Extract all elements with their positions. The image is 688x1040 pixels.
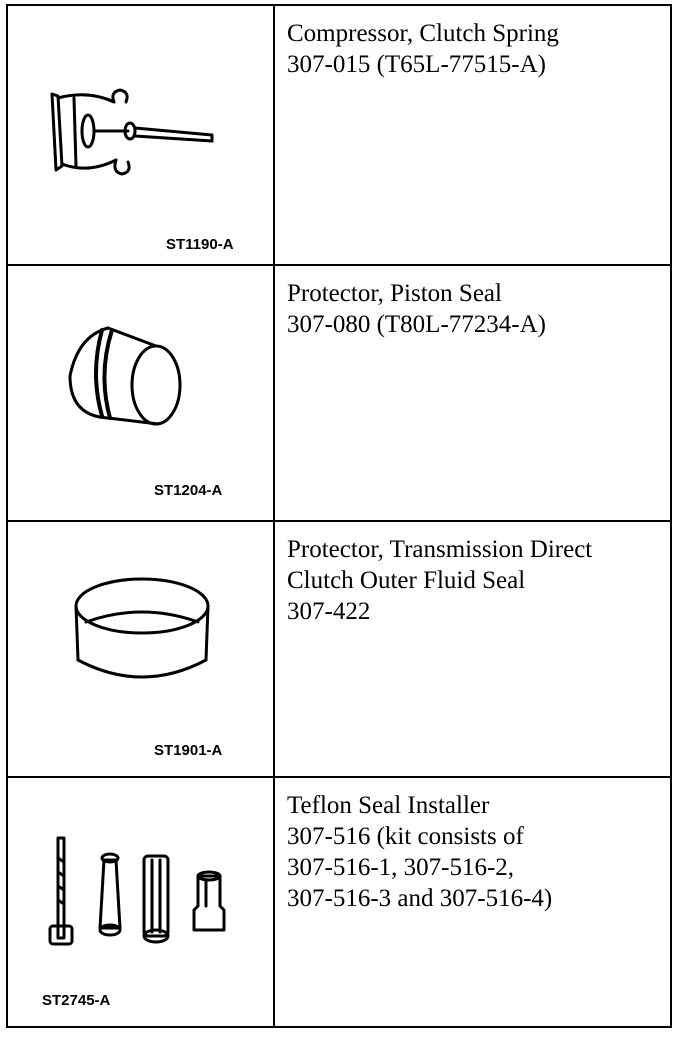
tool-name: Teflon Seal Installer [287, 792, 490, 819]
tool-illustration-cell [8, 522, 275, 776]
tool-name: Compressor, Clutch Spring [287, 20, 559, 47]
tool-kit-contents: 307-516-3 and 307-516-4) [287, 885, 553, 912]
tool-description-cell [275, 522, 670, 776]
tool-name-continued: Clutch Outer Fluid Seal [287, 567, 526, 594]
illustration-code: ST1190-A [166, 236, 234, 253]
illustration-code: ST1204-A [154, 482, 223, 499]
illustration-code: ST2745-A [42, 992, 111, 1009]
tool-illustration-cell [8, 778, 275, 1026]
tool-row [8, 264, 670, 520]
tool-part-number: 307-080 (T80L-77234-A) [287, 311, 546, 338]
tool-kit-contents: 307-516-1, 307-516-2, [287, 854, 515, 881]
clutch-spring-compressor-icon [8, 6, 275, 264]
piston-seal-protector-icon [8, 266, 275, 520]
tool-description-cell [275, 6, 670, 264]
teflon-seal-installer-kit-icon [8, 778, 275, 1026]
tool-row [8, 520, 670, 776]
tool-name: Protector, Piston Seal [287, 280, 502, 307]
tool-description-cell [275, 266, 670, 520]
tool-part-number: 307-015 (T65L-77515-A) [287, 51, 546, 78]
tool-description-cell [275, 778, 670, 1026]
tool-illustration-cell [8, 6, 275, 264]
tool-row [8, 6, 670, 264]
tool-part-number: 307-422 [287, 598, 371, 625]
tool-name: Protector, Transmission Direct [287, 536, 593, 563]
illustration-code: ST1901-A [154, 742, 223, 759]
fluid-seal-protector-ring-icon [8, 522, 275, 776]
special-tools-table [6, 4, 672, 1028]
tool-row [8, 776, 670, 1026]
tool-part-number: 307-516 (kit consists of [287, 823, 524, 850]
tool-illustration-cell [8, 266, 275, 520]
